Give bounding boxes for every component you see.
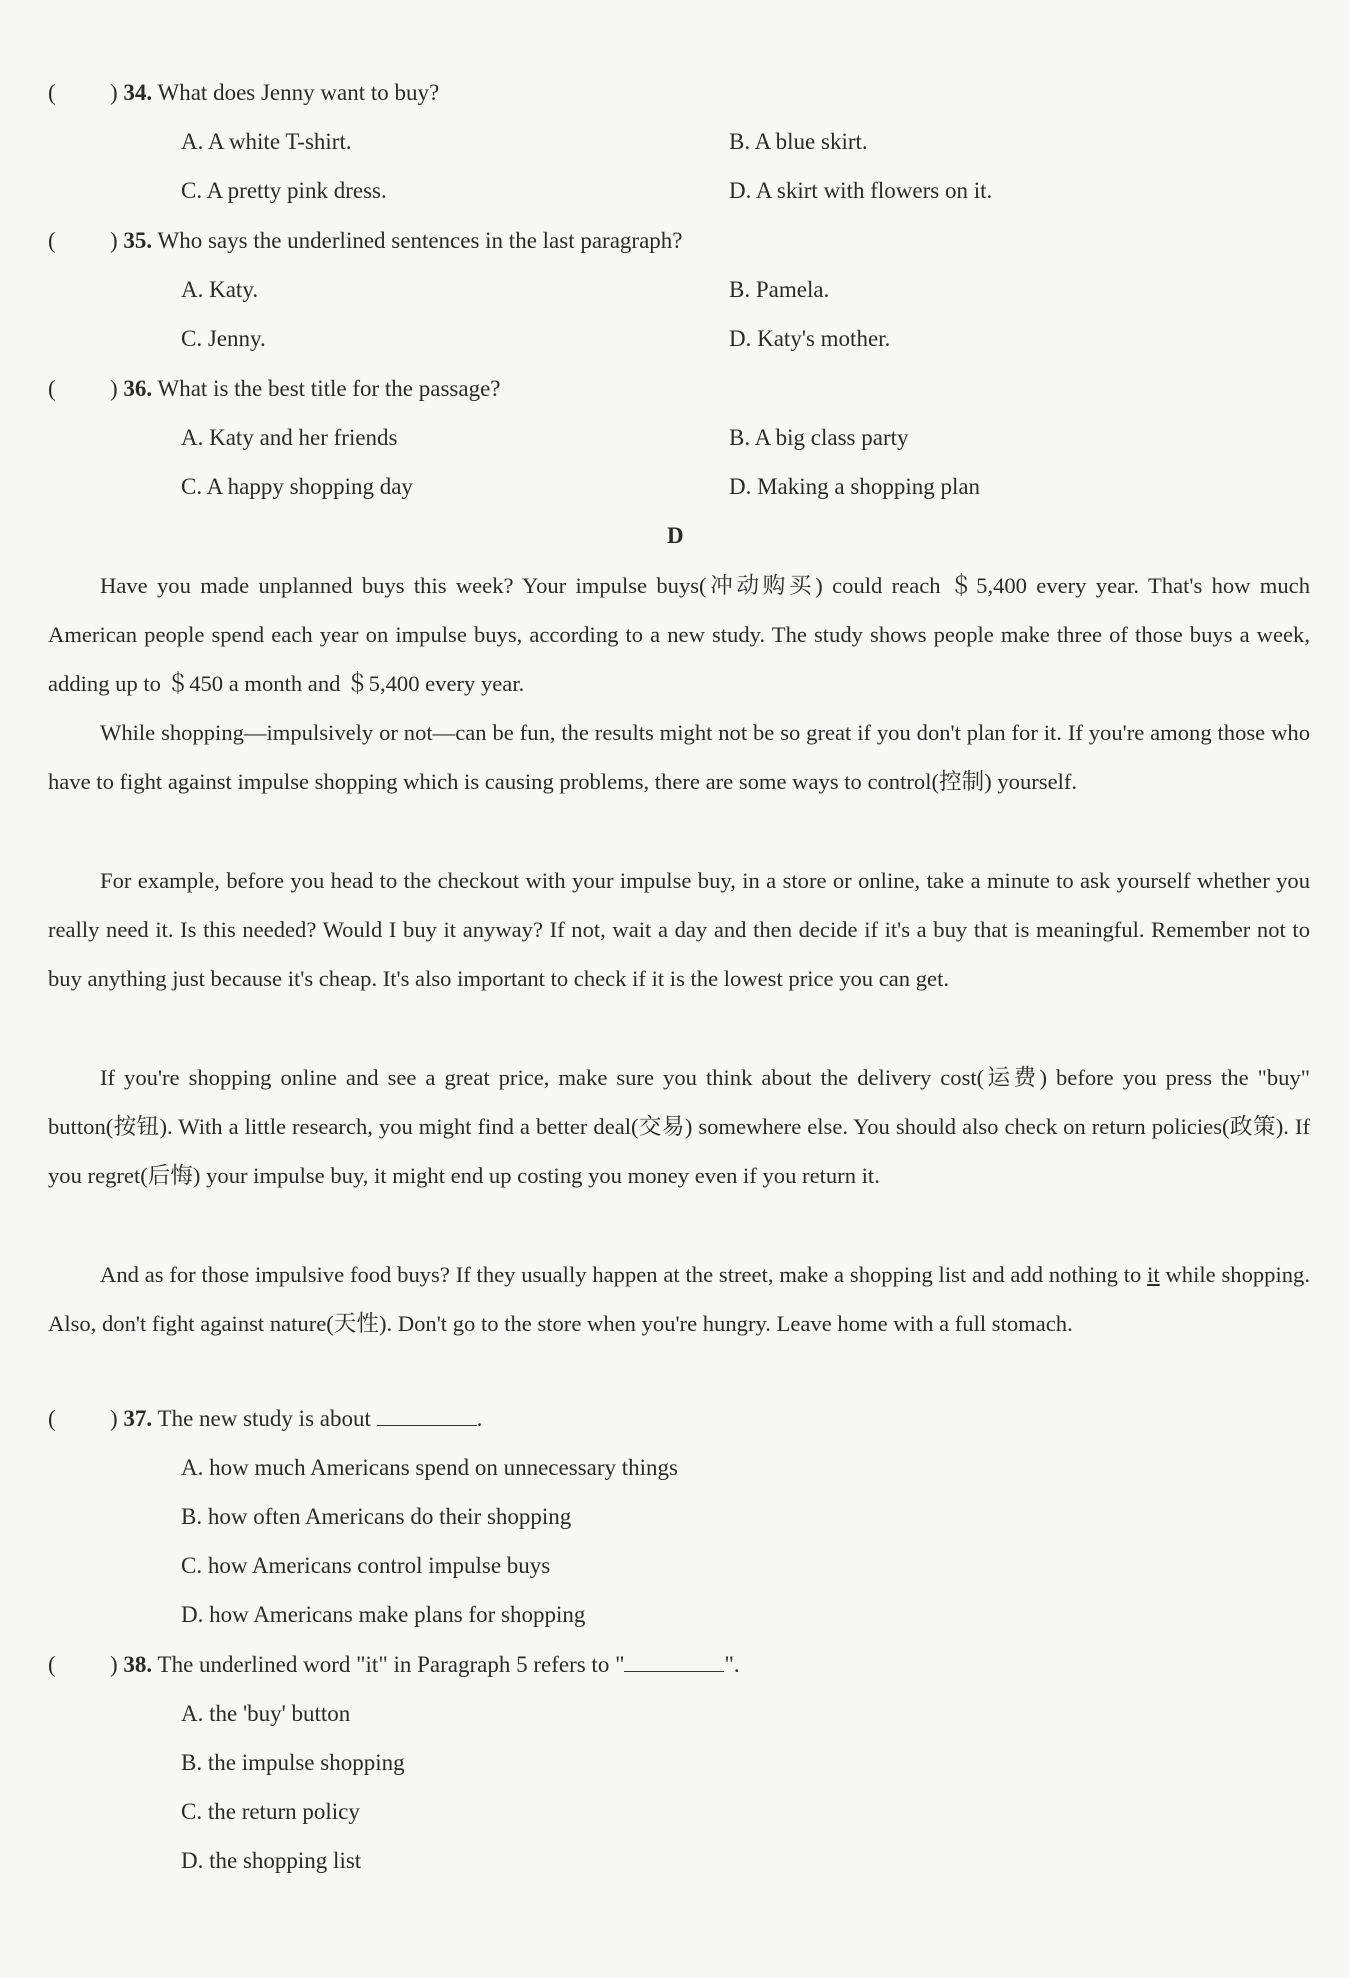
passage-paragraph-5 (48, 1250, 1310, 1348)
option-b: B. A blue skirt. (729, 129, 868, 154)
question-text-end: . (476, 1406, 483, 1431)
question-number: 37. (123, 1406, 153, 1431)
paragraph-text: while shopping. Also, don't fight against nature(天性). Don't go to the store when you're hungry. Leave home with a full stomach. (48, 1262, 1310, 1337)
option-c: C. A pretty pink dress. (181, 178, 387, 203)
option-c: C. how Americans control impulse buys (181, 1553, 551, 1578)
question-number: 38. (123, 1652, 153, 1677)
option-a: A. Katy and her friends (181, 425, 398, 450)
question-stem (110, 1650, 740, 1680)
option-c: C. Jenny. (181, 326, 266, 351)
question-text: What is the best title for the passage? (157, 376, 501, 401)
question-number: 35. (123, 228, 153, 253)
option-b: B. Pamela. (729, 277, 830, 302)
option-d: D. how Americans make plans for shopping (181, 1602, 586, 1627)
question-stem (110, 78, 439, 108)
option-b: B. the impulse shopping (181, 1750, 405, 1775)
answer-paren-open: ( (48, 376, 56, 401)
answer-blank (377, 1405, 477, 1426)
option-a: A. Katy. (181, 277, 259, 302)
option-b: B. how often Americans do their shopping (181, 1504, 572, 1529)
option-d: D. the shopping list (181, 1848, 362, 1873)
paragraph-text: If you're shopping online and see a great price, make sure you think about the delivery cost(运费) before you press the "buy" button(按钮). With a little research, you might find a better deal(交易) somewhere else. You should also check on return policies(政策). If you regret(后悔) your impulse buy, it might end up costing you money even if you return it. (48, 1065, 1310, 1189)
answer-paren-close: ) (110, 1406, 118, 1431)
question-number: 34. (123, 80, 153, 105)
question-text: The underlined word "it" in Paragraph 5 refers to " (157, 1652, 625, 1677)
passage-paragraph-1 (48, 561, 1310, 709)
answer-blank (624, 1651, 724, 1672)
question-text: What does Jenny want to buy? (157, 80, 440, 105)
answer-paren-open: ( (48, 228, 56, 253)
underlined-word: it (1147, 1262, 1160, 1287)
passage-paragraph-2 (48, 708, 1310, 806)
option-a: A. the 'buy' button (181, 1701, 351, 1726)
question-text-end: ". (724, 1652, 740, 1677)
option-b: B. A big class party (729, 425, 909, 450)
question-stem (110, 1404, 482, 1434)
answer-paren-open: ( (48, 1406, 56, 1431)
paragraph-text: Have you made unplanned buys this week? Your impulse buys(冲动购买) could reach ＄5,400 every year. That's how much American people spend each year on impulse buys, according to a new study. The study shows people make three of those buys a week, adding up to ＄450 a month and ＄5,400 every year. (48, 573, 1310, 697)
answer-paren-open: ( (48, 80, 56, 105)
answer-paren-close: ) (110, 1652, 118, 1677)
answer-paren-close: ) (110, 376, 118, 401)
answer-paren-close: ) (110, 80, 118, 105)
paragraph-text: And as for those impulsive food buys? If they usually happen at the street, make a shopping list and add nothing to (100, 1262, 1148, 1287)
answer-paren-open: ( (48, 1652, 56, 1677)
question-stem (110, 226, 683, 256)
option-c: C. A happy shopping day (181, 474, 413, 499)
section-title: D (667, 523, 684, 548)
option-d: D. Making a shopping plan (729, 474, 981, 499)
option-a: A. how much Americans spend on unnecessary things (181, 1455, 678, 1480)
answer-paren-close: ) (110, 228, 118, 253)
paragraph-text: While shopping—impulsively or not—can be fun, the results might not be so great if you don't plan for it. If you're among those who have to fight against impulse shopping which is causing problems, there are some ways to control(控制) yourself. (48, 720, 1310, 795)
option-d: D. A skirt with flowers on it. (729, 178, 993, 203)
passage-paragraph-3 (48, 856, 1310, 1004)
option-d: D. Katy's mother. (729, 326, 891, 351)
question-stem (110, 374, 500, 404)
question-text: The new study is about (157, 1406, 371, 1431)
passage-paragraph-4 (48, 1053, 1310, 1201)
option-a: A. A white T-shirt. (181, 129, 352, 154)
question-text: Who says the underlined sentences in the last paragraph? (157, 228, 683, 253)
option-c: C. the return policy (181, 1799, 360, 1824)
paragraph-text: For example, before you head to the checkout with your impulse buy, in a store or online, take a minute to ask yourself whether you really need it. Is this needed? Would I buy it anyway? If not, wait a day and then decide if it's a buy that is meaningful. Remember not to buy anything just because it's cheap. It's also important to check if it is the lowest price you can get. (48, 868, 1310, 992)
question-number: 36. (123, 376, 153, 401)
